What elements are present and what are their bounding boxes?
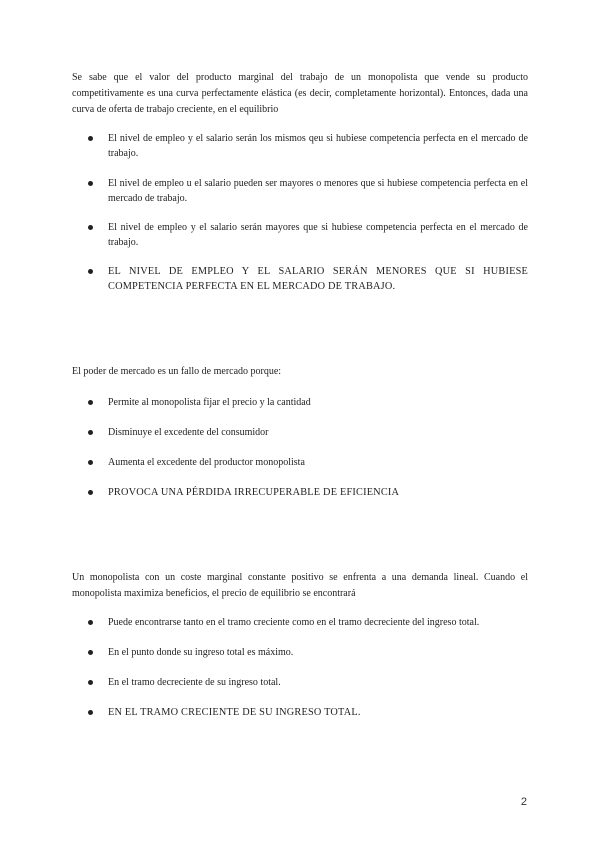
option-text: En el tramo decreciente de su ingreso total. [108, 677, 281, 688]
option-text: Permite al monopolista fijar el precio y la cantidad [108, 397, 311, 408]
option-text: EN EL TRAMO CRECIENTE DE SU INGRESO TOTAL. [108, 707, 361, 718]
page-number: 2 [520, 796, 527, 808]
option-text: PROVOCA UNA PÉRDIDA IRRECUPERABLE DE EFICIENCIA [108, 487, 400, 498]
option-text: El nivel de empleo y el salario serán mayores que si hubiese competencia perfecta en el mercado de trabajo. [108, 222, 528, 248]
question-2-option-1 [88, 395, 528, 410]
bullet-icon [88, 650, 93, 655]
option-text: El nivel de empleo y el salario serán los mismos qeu si hubiese competencia perfecta en el mercado de trabajo. [108, 133, 528, 159]
question-2-option-3 [88, 455, 528, 470]
question-2-options [88, 395, 528, 500]
question-2-option-2 [88, 425, 528, 440]
option-text: EL NIVEL DE EMPLEO Y EL SALARIO SERÁN MENORES QUE SI HUBIESE COMPETENCIA PERFECTA EN EL MERCADO DE TRABAJO. [108, 266, 528, 292]
question-1-option-4 [88, 264, 528, 294]
bullet-icon [88, 430, 93, 435]
option-text: Aumenta el excedente del productor monopolista [108, 457, 305, 468]
question-3-text: Un monopolista con un coste marginal constante positivo se enfrenta a una demanda lineal. Cuando el monopolista maximiza beneficios, el precio de equilibrio se encontrará [72, 572, 528, 599]
question-1-option-3 [88, 220, 528, 250]
option-text: Disminuye el excedente del consumidor [108, 427, 269, 438]
question-1-options [88, 131, 528, 294]
bullet-icon [88, 680, 93, 685]
question-3-option-3 [88, 675, 528, 690]
bullet-icon [88, 710, 93, 715]
bullet-icon [88, 181, 93, 186]
question-2-option-4 [88, 485, 528, 500]
question-1-option-1 [88, 131, 528, 161]
bullet-icon [88, 225, 93, 230]
question-3-option-4 [88, 705, 528, 720]
question-3-option-1 [88, 615, 528, 630]
bullet-icon [88, 490, 93, 495]
bullet-icon [88, 136, 93, 141]
question-1-option-2 [88, 176, 528, 206]
bullet-icon [88, 620, 93, 625]
question-3-option-2 [88, 645, 528, 660]
bullet-icon [88, 400, 93, 405]
option-text: Puede encontrarse tanto en el tramo creciente como en el tramo decreciente del ingreso total. [108, 617, 480, 628]
question-3-options [88, 615, 528, 720]
question-2-text: El poder de mercado es un fallo de mercado porque: [72, 366, 282, 377]
option-text: El nivel de empleo u el salario pueden ser mayores o menores que si hubiese competencia perfecta en el mercado de trabajo. [108, 178, 528, 204]
option-text: En el punto donde su ingreso total es máximo. [108, 647, 294, 658]
question-1-text: Se sabe que el valor del producto marginal del trabajo de un monopolista que vende su producto competitivamente es una curva perfectamente elástica (es decir, completamente horizontal). Entonces, dada una curva de oferta de trabajo creciente, en el equilibrio [72, 72, 528, 115]
bullet-icon [88, 460, 93, 465]
bullet-icon [88, 269, 93, 274]
